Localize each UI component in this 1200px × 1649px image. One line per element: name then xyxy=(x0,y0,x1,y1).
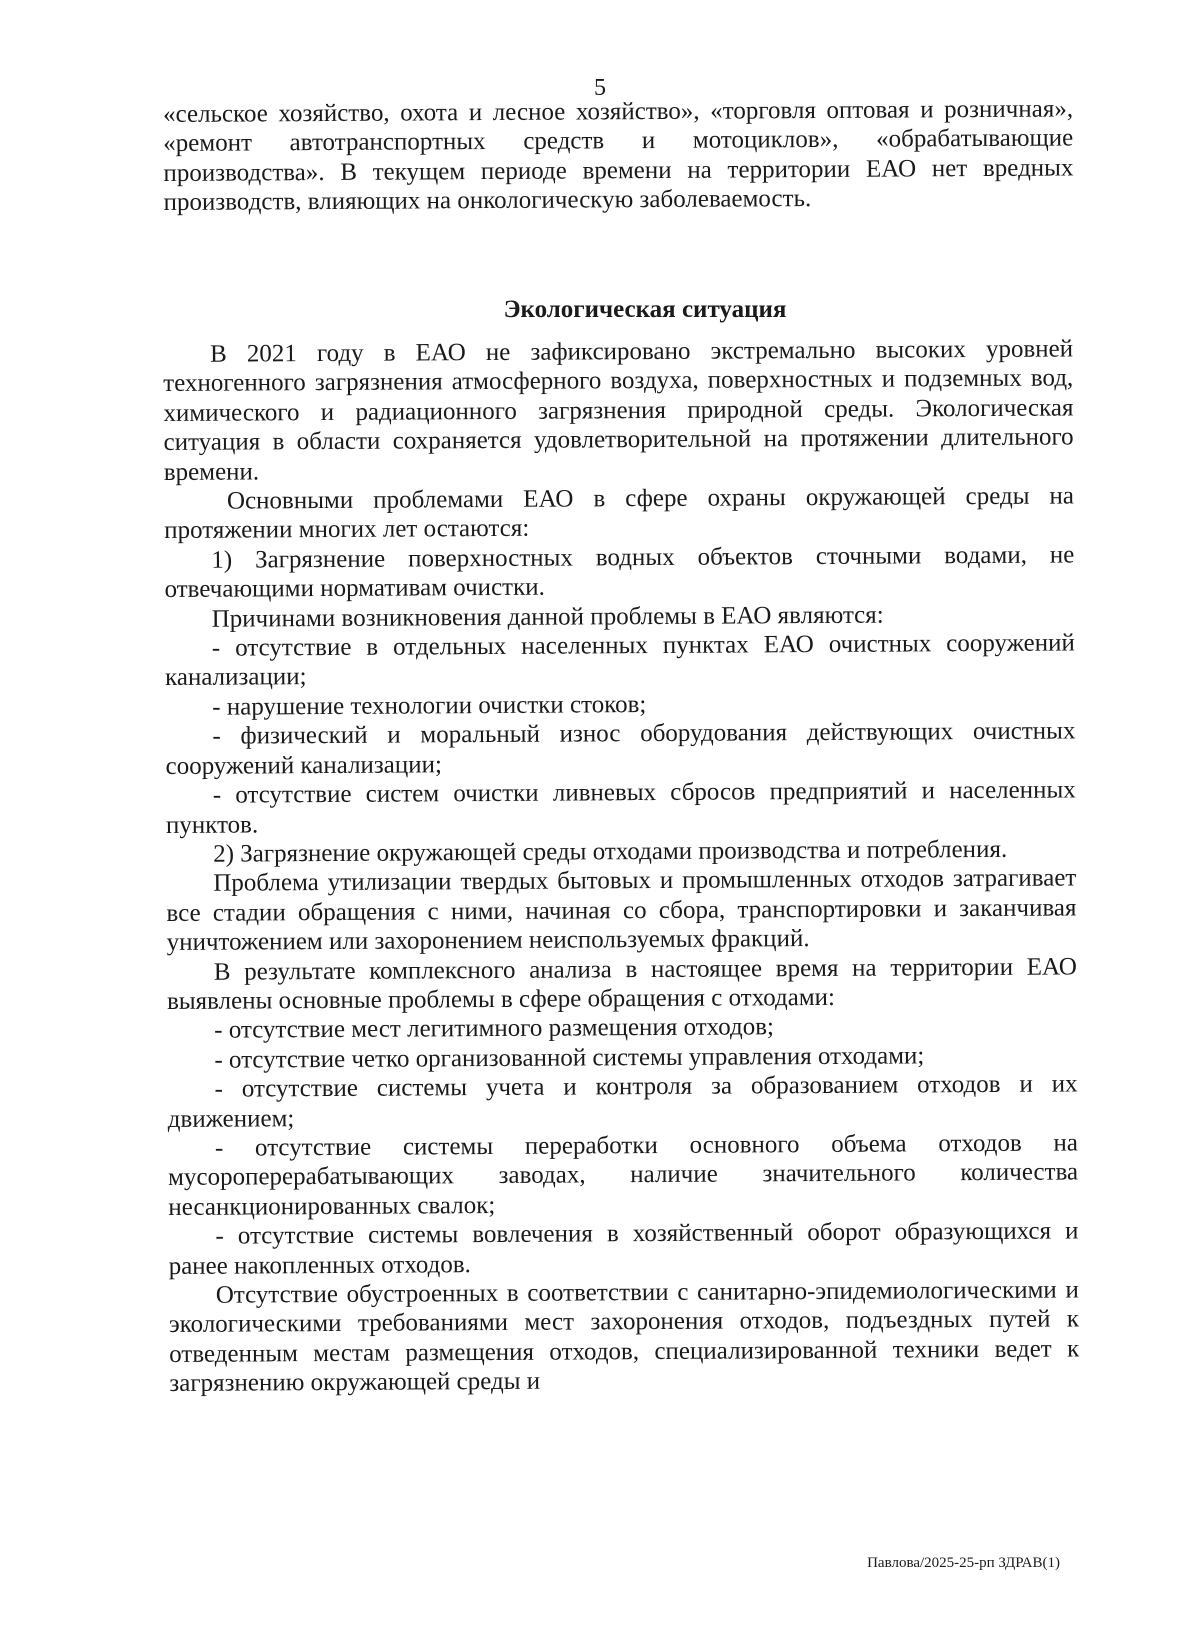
continued-paragraph: «сельское хозяйство, охота и лесное хозяйство», «торговля оптовая и розничная», «ремонт автотранспортных средств и мотоциклов», «обрабатывающие производства». В текущем периоде времени на территории ЕАО нет вредных производств, влияющих на онкологическую заболеваемость. xyxy=(163,95,1074,217)
paragraph: Отсутствие обустроенных в соответствии с санитарно-эпидемиологическими и экологическими требованиями мест захоронения отходов, подъездных путей к отведенным местам размещения отходов, специализированной техники ведет к загрязнению окружающей среды и xyxy=(168,1276,1080,1398)
page-number: 5 xyxy=(594,75,606,101)
list-item: - отсутствие систем очистки ливневых сбросов предприятий и населенных пунктов. xyxy=(165,776,1076,839)
list-item: - отсутствие в отдельных населенных пунктах ЕАО очистных сооружений канализации; xyxy=(164,629,1075,692)
intro-text-block xyxy=(163,94,1074,217)
document-code: Павлова/2025-25-рп ЗДРАВ(1) xyxy=(867,1555,1060,1571)
list-item: 1) Загрязнение поверхностных водных объектов сточными водами, не отвечающими нормативам очистки. xyxy=(164,541,1075,604)
list-item: - отсутствие мест легитимного размещения отходов; xyxy=(214,1013,775,1045)
paragraph: Причинами возникновения данной проблемы в ЕАО являются: xyxy=(211,601,884,633)
section-heading: Экологическая ситуация xyxy=(503,296,787,323)
list-item: - физический и моральный износ оборудования действующих очистных сооружений канализации; xyxy=(165,717,1076,780)
list-item: - нарушение технологии очистки стоков; xyxy=(212,690,647,721)
list-item: 2) Загрязнение окружающей среды отходами производства и потребления. xyxy=(213,835,1008,868)
list-item: - отсутствие системы учета и контроля за образованием отходов и их движением; xyxy=(167,1070,1078,1133)
list-item: - отсутствие четко организованной системы управления отходами; xyxy=(214,1042,925,1074)
paragraph: Проблема утилизации твердых бытовых и промышленных отходов затрагивает все стадии обращения с ними, начиная со сбора, транспортировки и заканчивая уничтожением или захоронением неиспользуемых фракций. xyxy=(166,864,1077,957)
section-body xyxy=(163,334,1079,1398)
list-item: - отсутствие системы вовлечения в хозяйственный оборот образующихся и ранее накопленных отходов. xyxy=(168,1217,1079,1280)
paragraph: В 2021 году в ЕАО не зафиксировано экстремально высоких уровней техногенного загрязнения атмосферного воздуха, поверхностных и подземных вод, химического и радиационного загрязнения природной среды. Экологическая ситуация в области сохраняется удовлетворительной на протяжении длительного времени. xyxy=(163,335,1074,486)
paragraph: В результате комплексного анализа в настоящее время на территории ЕАО выявлены основные проблемы в сфере обращения с отходами: xyxy=(166,952,1077,1015)
paragraph: Основными проблемами ЕАО в сфере охраны окружающей среды на протяжении многих лет остаются: xyxy=(164,482,1075,545)
list-item: - отсутствие системы переработки основного объема отходов на мусороперерабатывающих заводах, наличие значительного количества несанкционированных свалок; xyxy=(168,1129,1079,1221)
